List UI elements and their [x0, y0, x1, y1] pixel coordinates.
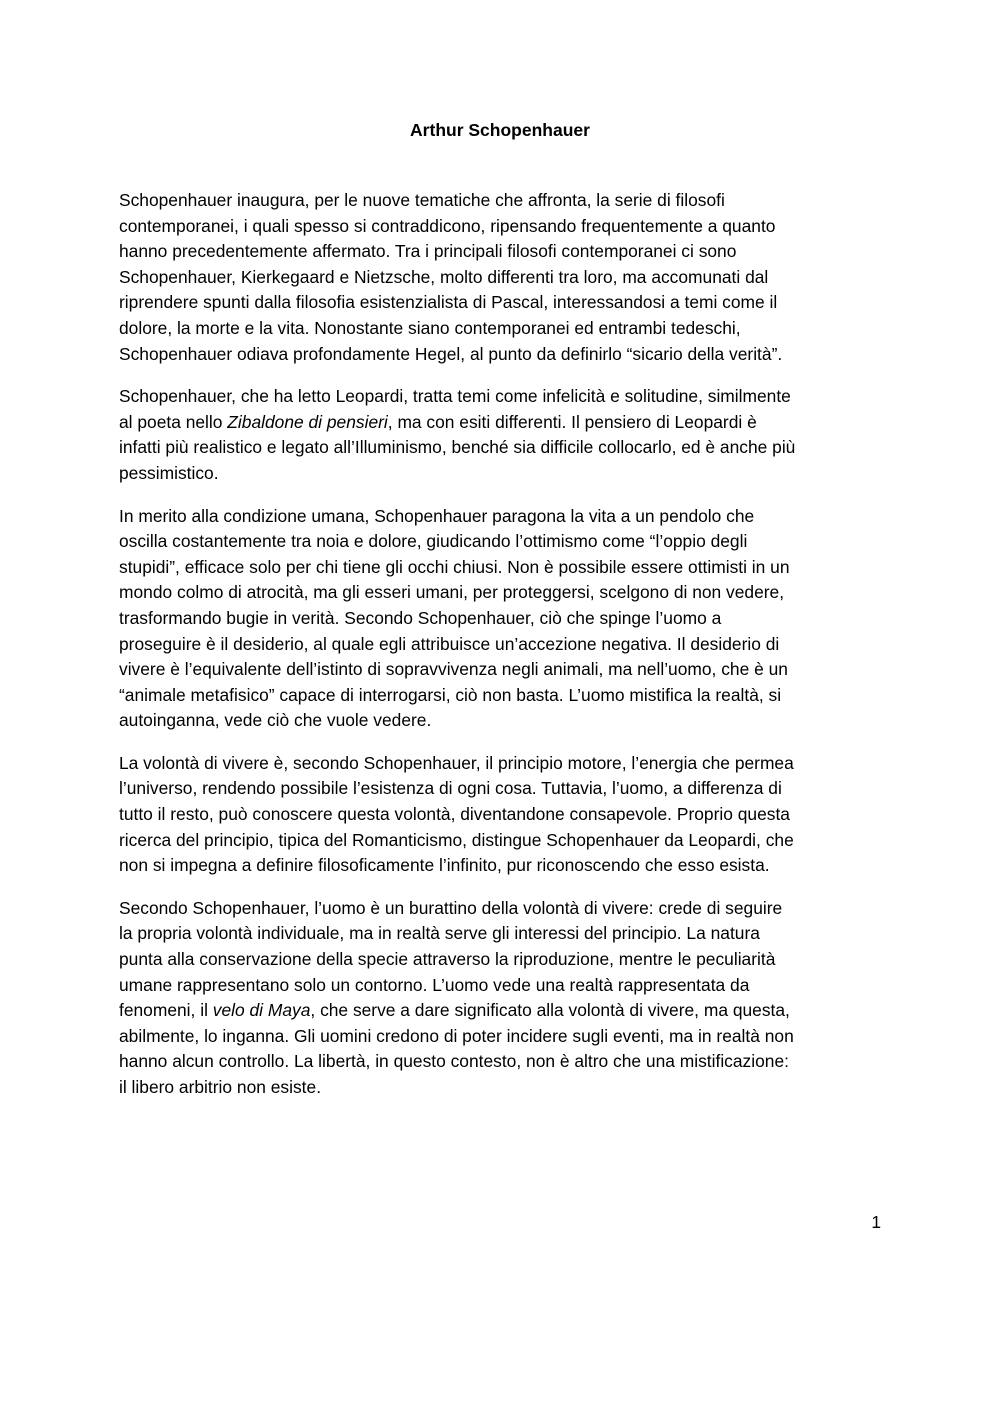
text-run: Secondo Schopenhauer, l’uomo è un burattino della volontà di vivere: crede di seguire: [119, 897, 783, 918]
text-run: pessimistico.: [119, 462, 219, 483]
text-line: [119, 504, 881, 530]
text-run: contemporanei, i quali spesso si contraddicono, ripensando frequentemente a quanto: [119, 215, 776, 236]
text-run: mondo colmo di atrocità, ma gli esseri umani, per proteggersi, scelgono di non vedere,: [119, 582, 785, 603]
text-line: [119, 435, 881, 461]
text-run: tutto il resto, può conoscere questa volontà, diventandone consapevole. Proprio questa: [119, 804, 790, 825]
text-line: [119, 802, 881, 828]
text-run: Schopenhauer, che ha letto Leopardi, tratta temi come infelicità e solitudine, similmente: [119, 386, 791, 407]
text-run: l’universo, rendendo possibile l’esistenza di ogni cosa. Tuttavia, l’uomo, a differenza di: [119, 778, 782, 799]
paragraph: [119, 188, 881, 367]
text-run: In merito alla condizione umana, Schopenhauer paragona la vita a un pendolo che: [119, 505, 755, 526]
text-line: [119, 265, 881, 291]
text-line: [119, 580, 881, 606]
text-run: stupidi”, efficace solo per chi tiene gli occhi chiusi. Non è possibile essere ottimisti in un: [119, 556, 790, 577]
text-run: vivere è l’equivalente dell’istinto di sopravvivenza negli animali, ma nell’uomo, che è un: [119, 659, 788, 680]
text-run: oscilla costantemente tra noia e dolore, giudicando l’ottimismo come “l’oppio degli: [119, 531, 748, 552]
text-run: non si impegna a definire filosoficamente l’infinito, pur riconoscendo che esso esista.: [119, 855, 770, 876]
text-run: umane rappresentano solo un contorno. L’uomo vede una realtà rappresentata da: [119, 974, 750, 995]
page-number: 1: [871, 1212, 881, 1232]
text-run: autoinganna, vede ciò che vuole vedere.: [119, 710, 432, 731]
text-run: , ma con esiti differenti. Il pensiero di Leopardi è: [387, 411, 757, 432]
text-line: [119, 529, 881, 555]
text-run: proseguire è il desiderio, al quale egli attribuisce un’accezione negativa. Il desiderio di: [119, 633, 780, 654]
text-line: [119, 973, 881, 999]
text-run: la propria volontà individuale, ma in realtà serve gli interessi del principio. La natura: [119, 923, 760, 944]
paragraph: [119, 896, 881, 1101]
text-line: [119, 1049, 881, 1075]
text-line: [119, 239, 881, 265]
text-line: [119, 776, 881, 802]
text-run: riprendere spunti dalla filosofia esistenzialista di Pascal, interessandosi a temi come il: [119, 292, 778, 313]
italic-text: velo di Maya: [212, 1000, 311, 1021]
text-line: [119, 708, 881, 734]
text-run: “animale metafisico” capace di interrogarsi, ciò non basta. L’uomo mistifica la realtà, si: [119, 684, 782, 705]
text-line: [119, 342, 881, 368]
text-run: fenomeni, il: [119, 1000, 213, 1021]
text-run: Schopenhauer, Kierkegaard e Nietzsche, molto differenti tra loro, ma accomunati dal: [119, 266, 769, 287]
text-line: [119, 853, 881, 879]
text-line: [119, 921, 881, 947]
text-line: [119, 828, 881, 854]
text-line: [119, 751, 881, 777]
text-run: punta alla conservazione della specie attraverso la riproduzione, mentre le peculiarità: [119, 949, 776, 970]
text-run: Schopenhauer odiava profondamente Hegel, al punto da definirlo “sicario della verità”.: [119, 343, 783, 364]
text-run: dolore, la morte e la vita. Nonostante siano contemporanei ed entrambi tedeschi,: [119, 317, 741, 338]
paragraph: [119, 504, 881, 734]
text-line: [119, 384, 881, 410]
paragraph: [119, 384, 881, 486]
text-line: [119, 683, 881, 709]
text-line: [119, 947, 881, 973]
document-title: Arthur Schopenhauer: [410, 120, 590, 140]
text-run: ricerca del principio, tipica del Romanticismo, distingue Schopenhauer da Leopardi, che: [119, 829, 794, 850]
text-line: [119, 998, 881, 1024]
text-run: al poeta nello: [119, 411, 228, 432]
text-run: trasformando bugie in verità. Secondo Schopenhauer, ciò che spinge l’uomo a: [119, 607, 722, 628]
text-run: La volontà di vivere è, secondo Schopenhauer, il principio motore, l’energia che permea: [119, 752, 794, 773]
italic-text: Zibaldone di pensieri: [227, 411, 388, 432]
text-run: hanno alcun controllo. La libertà, in questo contesto, non è altro che una mistificazione:: [119, 1051, 789, 1072]
text-line: [119, 632, 881, 658]
paragraph: [119, 751, 881, 879]
text-run: il libero arbitrio non esiste.: [119, 1077, 322, 1097]
text-line: [119, 1024, 881, 1050]
text-line: [119, 896, 881, 922]
text-line: [119, 316, 881, 342]
text-run: Schopenhauer inaugura, per le nuove tematiche che affronta, la serie di filosofi: [119, 190, 725, 210]
text-run: abilmente, lo inganna. Gli uomini credono di poter incidere sugli eventi, ma in realtà non: [119, 1025, 794, 1046]
text-line: [119, 188, 881, 214]
text-run: infatti più realistico e legato all’Illuminismo, benché sia difficile collocarlo, ed è anche più: [119, 437, 796, 458]
text-line: [119, 214, 881, 240]
document-body: [119, 188, 881, 1118]
text-line: [119, 1075, 881, 1101]
text-line: [119, 290, 881, 316]
text-line: [119, 657, 881, 683]
text-run: hanno precedentemente affermato. Tra i principali filosofi contemporanei ci sono: [119, 241, 737, 262]
text-line: [119, 410, 881, 436]
text-line: [119, 461, 881, 487]
text-run: , che serve a dare significato alla volontà di vivere, ma questa,: [310, 1000, 790, 1021]
text-line: [119, 606, 881, 632]
text-line: [119, 555, 881, 581]
